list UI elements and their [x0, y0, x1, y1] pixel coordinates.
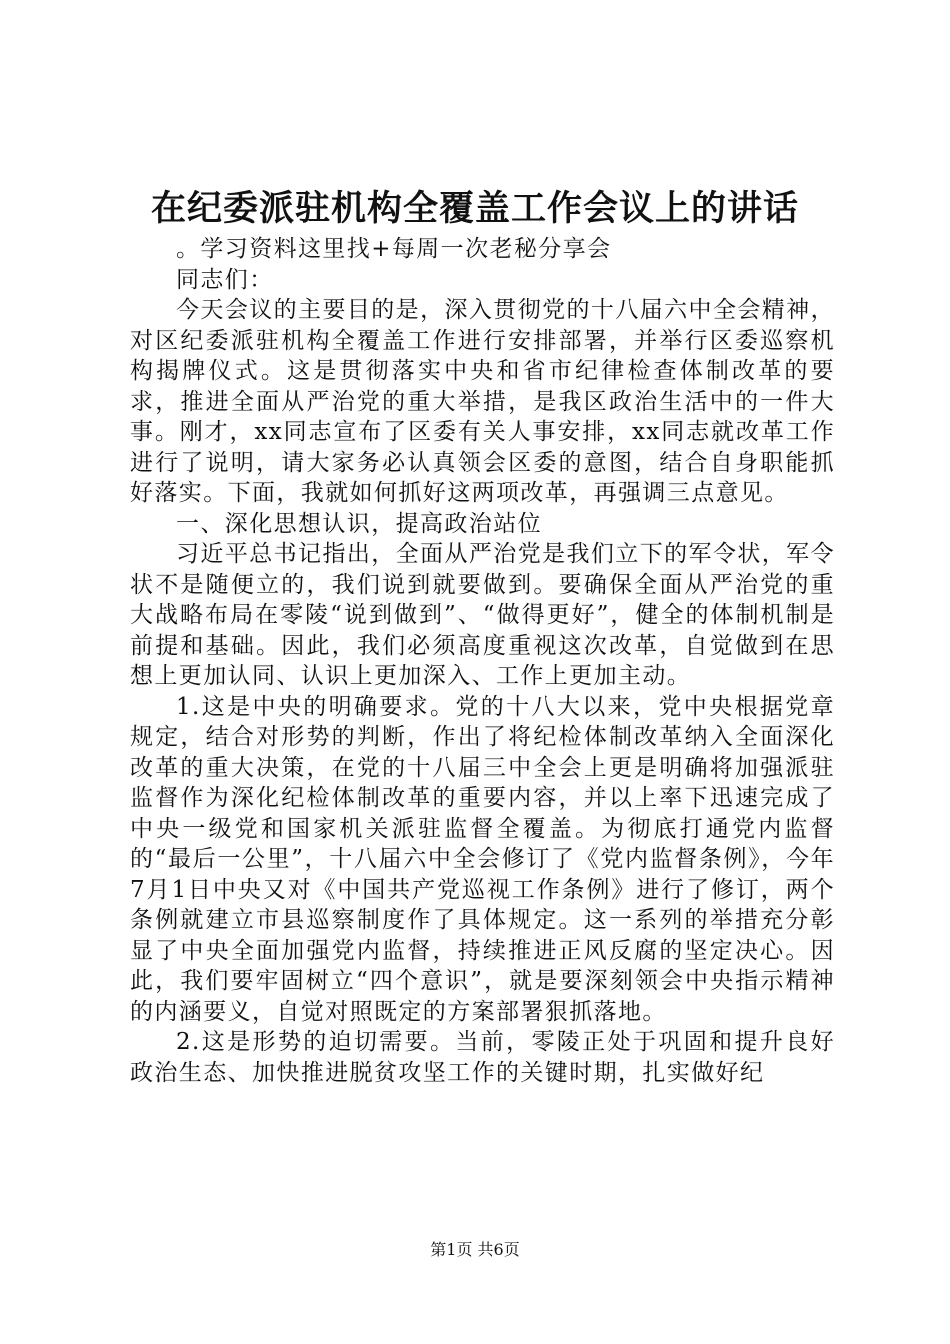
page-number-footer: 第1页 共6页 — [430, 1240, 520, 1259]
document-title: 在纪委派驻机构全覆盖工作会议上的讲话 — [150, 188, 799, 229]
paragraph-section-1: 习近平总书记指出，全面从严治党是我们立下的军令状，军令状不是随便立的，我们说到就要做到。要确保全面从严治党的重大战略布局在零陵“说到做到”、“做得更好”，健全的体制机制是前提和基础。因此，我们必须高度重视这次改革，自觉做到在思想上更加认同、认识上更加深入、工作上更加主动。 — [130, 541, 835, 689]
document-body — [130, 234, 835, 1088]
paragraph-salutation: 同志们： — [176, 266, 274, 293]
paragraph-point-2: 2.这是形势的迫切需要。当前，零陵正处于巩固和提升良好政治生态、加快推进脱贫攻坚工作的关键时期，扎实做好纪 — [130, 1029, 835, 1086]
paragraph-point-1: 1.这是中央的明确要求。党的十八大以来，党中央根据党章规定，结合对形势的判断，作出了将纪检体制改革纳入全面深化改革的重大决策，在党的十八届三中全会上更是明确将加强派驻监督作为深化纪检体制改革的重要内容，并以上率下迅速完成了中央一级党和国家机关派驻监督全覆盖。为彻底打通党内监督的“最后一公里”，十八届六中全会修订了《党内监督条例》，今年7月1日中央又对《中国共产党巡视工作条例》进行了修订，两个条例就建立市县巡察制度作了具体规定。这一系列的举措充分彰显了中央全面加强党内监督，持续推进正风反腐的坚定决心。因此，我们要牢固树立“四个意识”，就是要深刻领会中央指示精神的内涵要义，自觉对照既定的方案部署狠抓落地。 — [130, 693, 835, 1025]
section-heading-1: 一、深化思想认识，提高政治站位 — [176, 510, 542, 537]
paragraph-note: 。学习资料这里找+每周一次老秘分享会 — [176, 236, 612, 262]
paragraph-intro: 今天会议的主要目的是，深入贯彻党的十八届六中全会精神，对区纪委派驻机构全覆盖工作进行安排部署，并举行区委巡察机构揭牌仪式。这是贯彻落实中央和省市纪律检查体制改革的要求，推进全面从严治党的重大举措，是我区政治生活中的一件大事。刚才，xx同志宣布了区委有关人事安排，xx同志就改革工作进行了说明，请大家务必认真领会区委的意图，结合自身职能抓好落实。下面，我就如何抓好这两项改革，再强调三点意见。 — [130, 297, 835, 506]
